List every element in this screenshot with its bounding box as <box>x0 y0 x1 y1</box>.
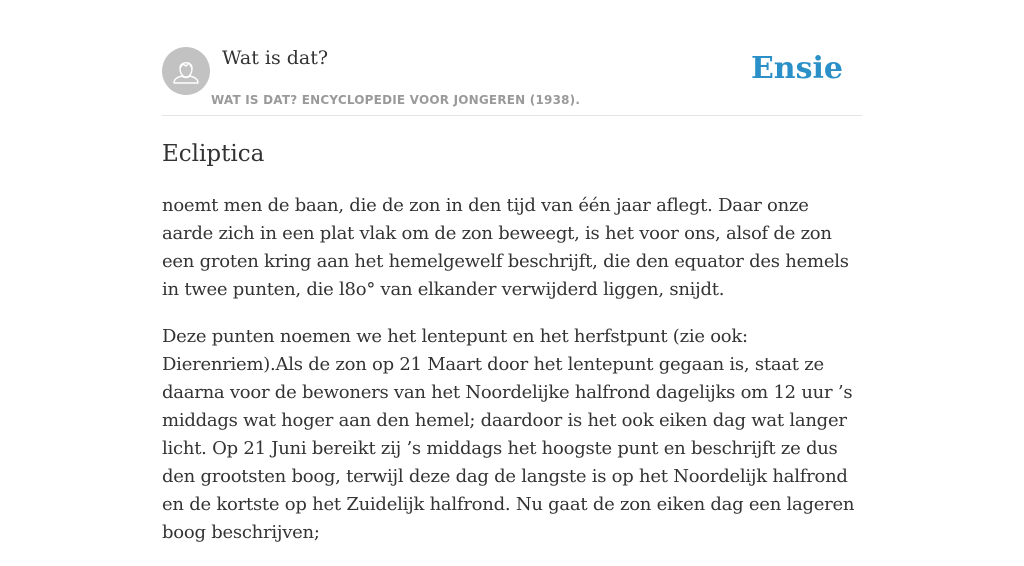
source-subtitle[interactable]: WAT IS DAT? ENCYCLOPEDIE VOOR JONGEREN (1938). <box>211 93 581 107</box>
brand-logo[interactable]: Ensie <box>750 51 843 86</box>
avatar[interactable] <box>162 47 210 95</box>
article-paragraph: noemt men de baan, die de zon in den tijd van één jaar aflegt. Daar onze aarde zich in een plat vlak om de zon beweegt, is het voor ons, alsof de zon een groten kring aan het hemelgewelf beschrijft, die den equator des hemels in twee punten, die l8o° van elkander verwijderd liggen, snijdt. <box>162 195 849 300</box>
article-container <box>162 0 862 543</box>
source-title[interactable]: Wat is dat? <box>222 47 329 69</box>
source-header <box>162 0 862 116</box>
user-icon <box>162 47 210 95</box>
article-body <box>162 192 862 566</box>
article-paragraph: Deze punten noemen we het lentepunt en het herfstpunt (zie ook: Dierenriem).Als de zon op 21 Maart door het lentepunt gegaan is, staat ze daarna voor de bewoners van het Noordelijke halfrond dagelijks om 12 uur ’s middags wat hoger aan den hemel; daardoor is het ook eiken dag wat langer licht. Op 21 Juni bereikt zij ’s middags het hoogste punt en beschrijft ze dus den grootsten boog, terwijl deze dag de langste is op het Noordelijk halfrond en de kortste op het Zuidelijk halfrond. Nu gaat de zon eiken dag een lageren boog beschrijven; <box>162 326 855 543</box>
article-title: Ecliptica <box>162 141 265 167</box>
